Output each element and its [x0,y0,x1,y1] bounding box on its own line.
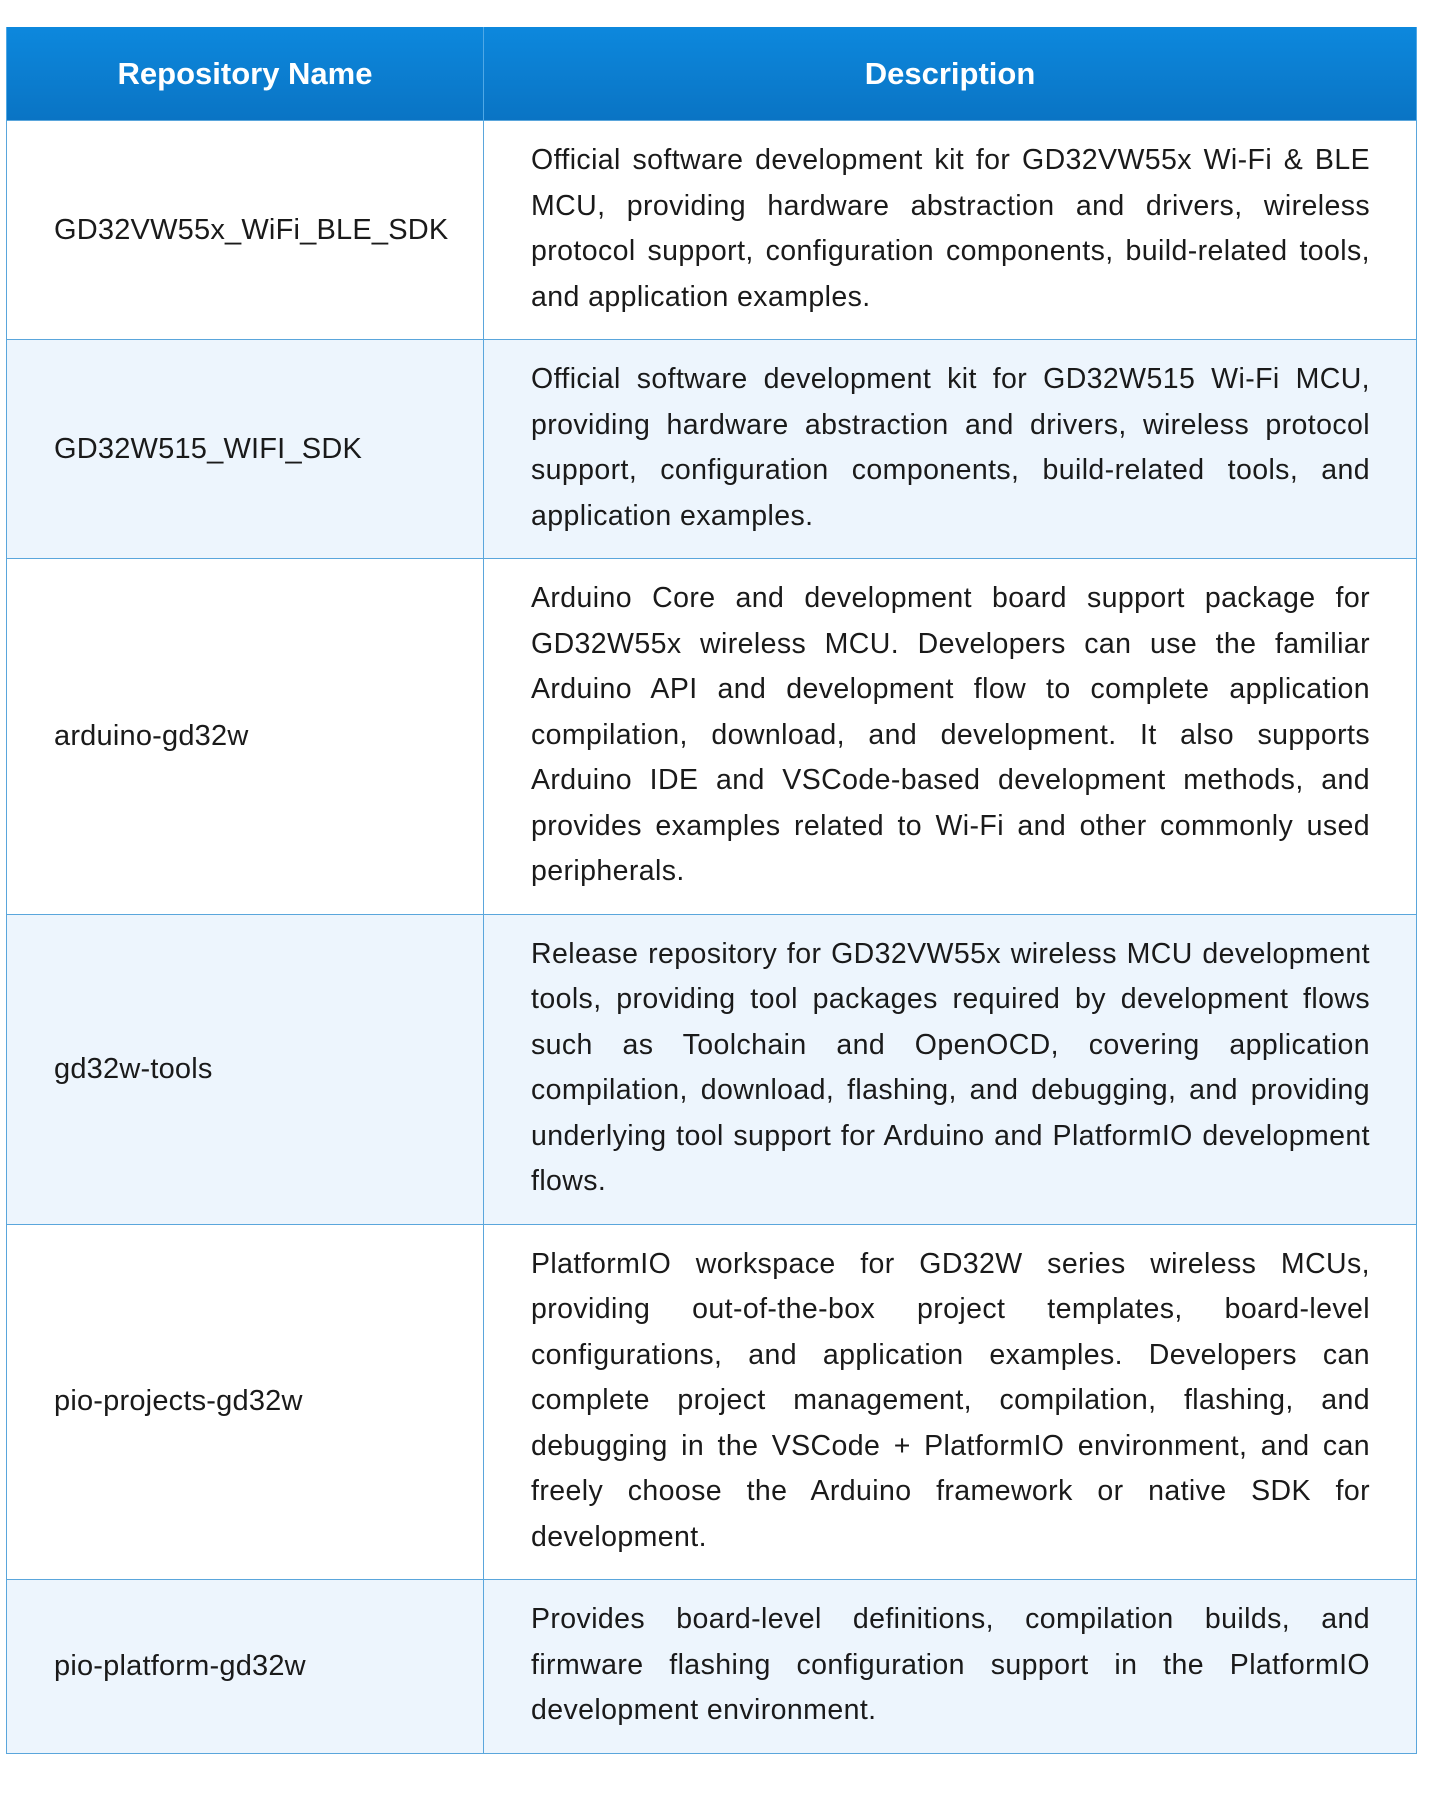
table-row [7,1580,1417,1754]
description-cell: Official software development kit for GD32W515 Wi-Fi MCU, providing hardware abstraction and drivers, wireless protocol support, configuration components, build-related tools, and application examples. [484,340,1417,559]
description-cell: PlatformIO workspace for GD32W series wireless MCUs, providing out-of-the-box project templates, board-level configurations, and application examples. Developers can complete project management, compilation, flashing, and debugging in the VSCode + PlatformIO environment, and can freely choose the Arduino framework or native SDK for development. [484,1224,1417,1580]
table-row [7,1224,1417,1580]
header-description: Description [484,27,1417,121]
repository-name-cell: gd32w-tools [7,914,484,1224]
table-body [7,121,1417,1754]
table-row [7,121,1417,340]
repository-name-cell: pio-projects-gd32w [7,1224,484,1580]
table-row [7,340,1417,559]
repository-name-cell: GD32W515_WIFI_SDK [7,340,484,559]
table-header [7,27,1417,121]
table-row [7,914,1417,1224]
description-cell: Official software development kit for GD32VW55x Wi-Fi & BLE MCU, providing hardware abstraction and drivers, wireless protocol support, configuration components, build-related tools, and application examples. [484,121,1417,340]
table-row [7,559,1417,915]
header-repository-name: Repository Name [7,27,484,121]
repository-name-cell: arduino-gd32w [7,559,484,915]
repository-name-cell: pio-platform-gd32w [7,1580,484,1754]
description-cell: Release repository for GD32VW55x wireless MCU development tools, providing tool packages required by development flows such as Toolchain and OpenOCD, covering application compilation, download, flashing, and debugging, and providing underlying tool support for Arduino and PlatformIO development flows. [484,914,1417,1224]
header-row [7,27,1417,121]
description-cell: Provides board-level definitions, compilation builds, and firmware flashing configuration support in the PlatformIO development environment. [484,1580,1417,1754]
repository-table-container [6,27,1416,1754]
repository-table [6,27,1417,1754]
repository-name-cell: GD32VW55x_WiFi_BLE_SDK [7,121,484,340]
description-cell: Arduino Core and development board support package for GD32W55x wireless MCU. Developers can use the familiar Arduino API and development flow to complete application compilation, download, and development. It also supports Arduino IDE and VSCode-based development methods, and provides examples related to Wi-Fi and other commonly used peripherals. [484,559,1417,915]
